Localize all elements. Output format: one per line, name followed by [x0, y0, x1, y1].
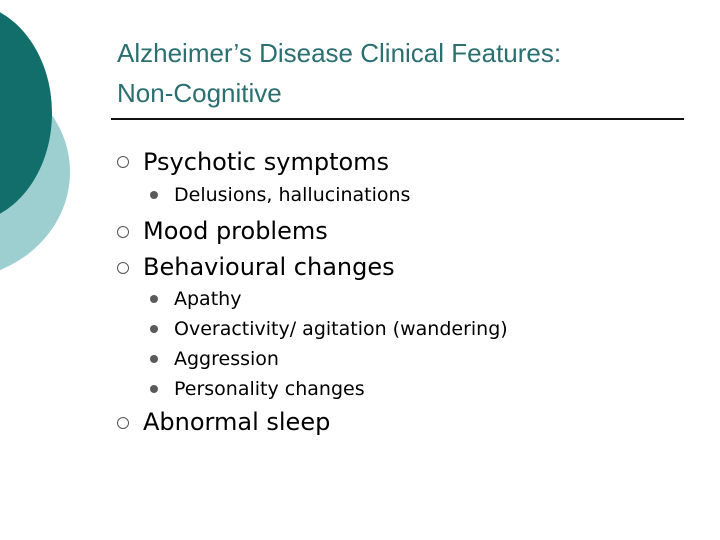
bullet-behavioural-changes: Behavioural changes	[143, 253, 395, 281]
sub-bullet-apathy: Apathy	[174, 288, 242, 310]
slide-title-line-2: Non-Cognitive	[117, 78, 282, 108]
sub-bullet-aggression: Aggression	[174, 348, 279, 370]
filled-bullet-icon	[150, 385, 158, 393]
bullet-abnormal-sleep: Abnormal sleep	[143, 408, 331, 436]
sub-bullet-overactivity: Overactivity/ agitation (wandering)	[174, 318, 508, 340]
filled-bullet-icon	[150, 191, 158, 199]
sub-bullet-personality-changes: Personality changes	[174, 378, 365, 400]
filled-bullet-icon	[150, 355, 158, 363]
slide-title-line-1: Alzheimer’s Disease Clinical Features:	[117, 38, 562, 68]
filled-bullet-icon	[150, 295, 158, 303]
hollow-bullet-icon	[117, 262, 129, 274]
slide-title	[117, 33, 697, 113]
hollow-bullet-icon	[117, 417, 129, 429]
bullet-mood-problems: Mood problems	[143, 217, 328, 245]
title-divider	[111, 118, 684, 120]
hollow-bullet-icon	[117, 226, 129, 238]
filled-bullet-icon	[150, 325, 158, 333]
decorative-teal-arcs	[0, 0, 120, 300]
bullet-psychotic-symptoms: Psychotic symptoms	[143, 148, 390, 176]
sub-bullet-delusions: Delusions, hallucinations	[174, 184, 411, 206]
hollow-bullet-icon	[117, 156, 129, 168]
